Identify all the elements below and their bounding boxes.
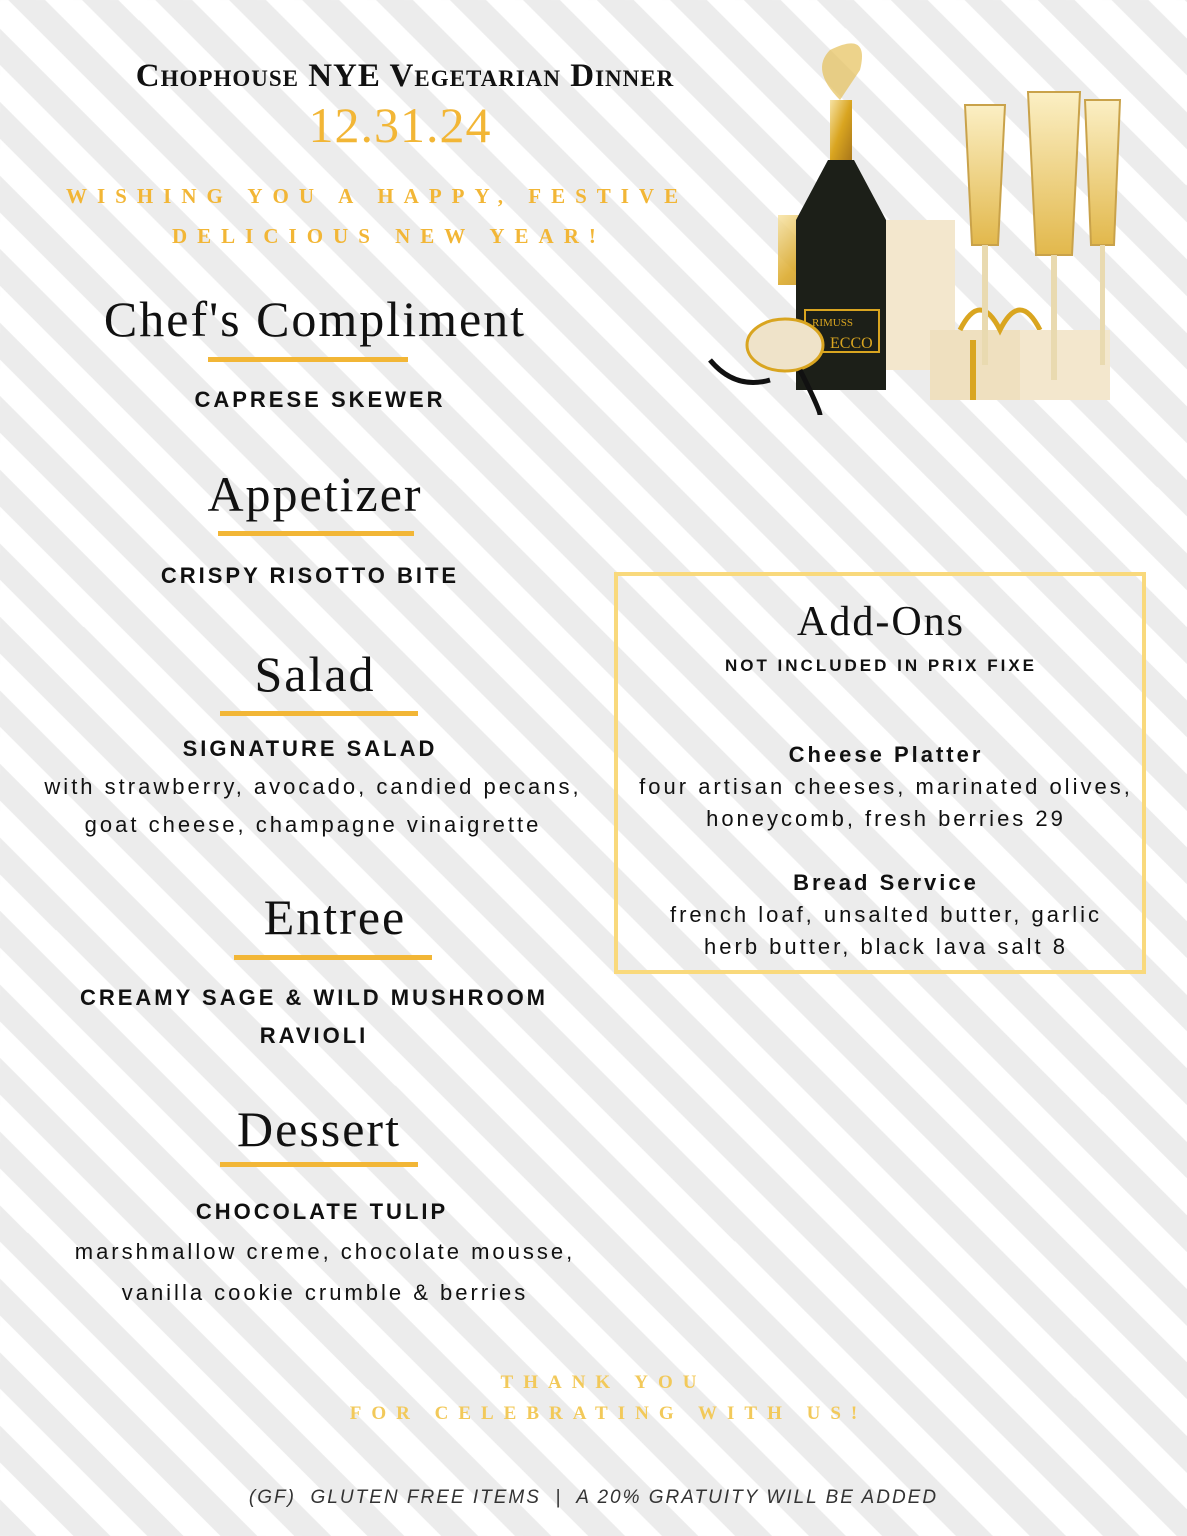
greeting-line-2: DELICIOUS NEW YEAR! bbox=[172, 224, 606, 248]
greeting-line-1: WISHING YOU A HAPPY, FESTIVE bbox=[66, 184, 689, 208]
appetizer-item: CRISPY RISOTTO BITE bbox=[160, 563, 460, 588]
section-rule bbox=[220, 711, 418, 716]
thank-you-line-1: THANK YOU bbox=[500, 1372, 707, 1393]
section-rule bbox=[208, 357, 408, 362]
bottle-label-2: ECCO bbox=[830, 335, 873, 352]
addon-item-name: Cheese Platter bbox=[788, 742, 984, 767]
section-rule bbox=[234, 955, 432, 960]
footer-note: (GF) GLUTEN FREE ITEMS | A 20% GRATUITY WILL BE ADDED bbox=[248, 1487, 939, 1508]
addon-item-description-line-1: four artisan cheeses, marinated olives, bbox=[639, 774, 1133, 799]
dessert-item: CHOCOLATE TULIP bbox=[195, 1199, 449, 1224]
chefs-compliment-item: CAPRESE SKEWER bbox=[194, 387, 446, 412]
entree-item-line-2: RAVIOLI bbox=[259, 1023, 369, 1048]
addon-item-description-line-2: herb butter, black lava salt 8 bbox=[704, 934, 1068, 959]
section-heading-entree: Entree bbox=[263, 889, 407, 945]
section-heading-salad: Salad bbox=[254, 646, 376, 702]
champagne-illustration bbox=[690, 30, 1130, 430]
salad-description-line-1: with strawberry, avocado, candied pecans, bbox=[44, 774, 582, 799]
page-title: Chophouse NYE Vegetarian Dinner bbox=[135, 58, 675, 94]
dessert-description-line-1: marshmallow creme, chocolate mousse, bbox=[74, 1239, 576, 1264]
masquerade-mask-icon bbox=[710, 319, 823, 415]
dessert-description-line-2: vanilla cookie crumble & berries bbox=[121, 1280, 529, 1305]
salad-description-line-2: goat cheese, champagne vinaigrette bbox=[84, 812, 542, 837]
addon-item-name: Bread Service bbox=[793, 870, 979, 895]
addon-item-description-line-2: honeycomb, fresh berries 29 bbox=[706, 806, 1066, 831]
section-rule bbox=[220, 1162, 418, 1167]
entree-item-line-1: CREAMY SAGE & WILD MUSHROOM bbox=[79, 985, 549, 1010]
bottle-label: RIMUSS bbox=[812, 317, 853, 329]
thank-you-line-2: FOR CELEBRATING WITH US! bbox=[349, 1403, 868, 1424]
salad-item: SIGNATURE SALAD bbox=[182, 736, 438, 761]
section-rule bbox=[218, 531, 414, 536]
section-heading-dessert: Dessert bbox=[237, 1101, 401, 1157]
addons-subheading: NOT INCLUDED IN PRIX FIXE bbox=[724, 656, 1038, 675]
section-heading-appetizer: Appetizer bbox=[207, 466, 423, 522]
section-heading-chefs-compliment: Chef's Compliment bbox=[103, 291, 527, 347]
addons-heading: Add-Ons bbox=[797, 599, 965, 645]
event-date: 12.31.24 bbox=[308, 97, 492, 153]
addon-item-description-line-1: french loaf, unsalted butter, garlic bbox=[669, 902, 1103, 927]
